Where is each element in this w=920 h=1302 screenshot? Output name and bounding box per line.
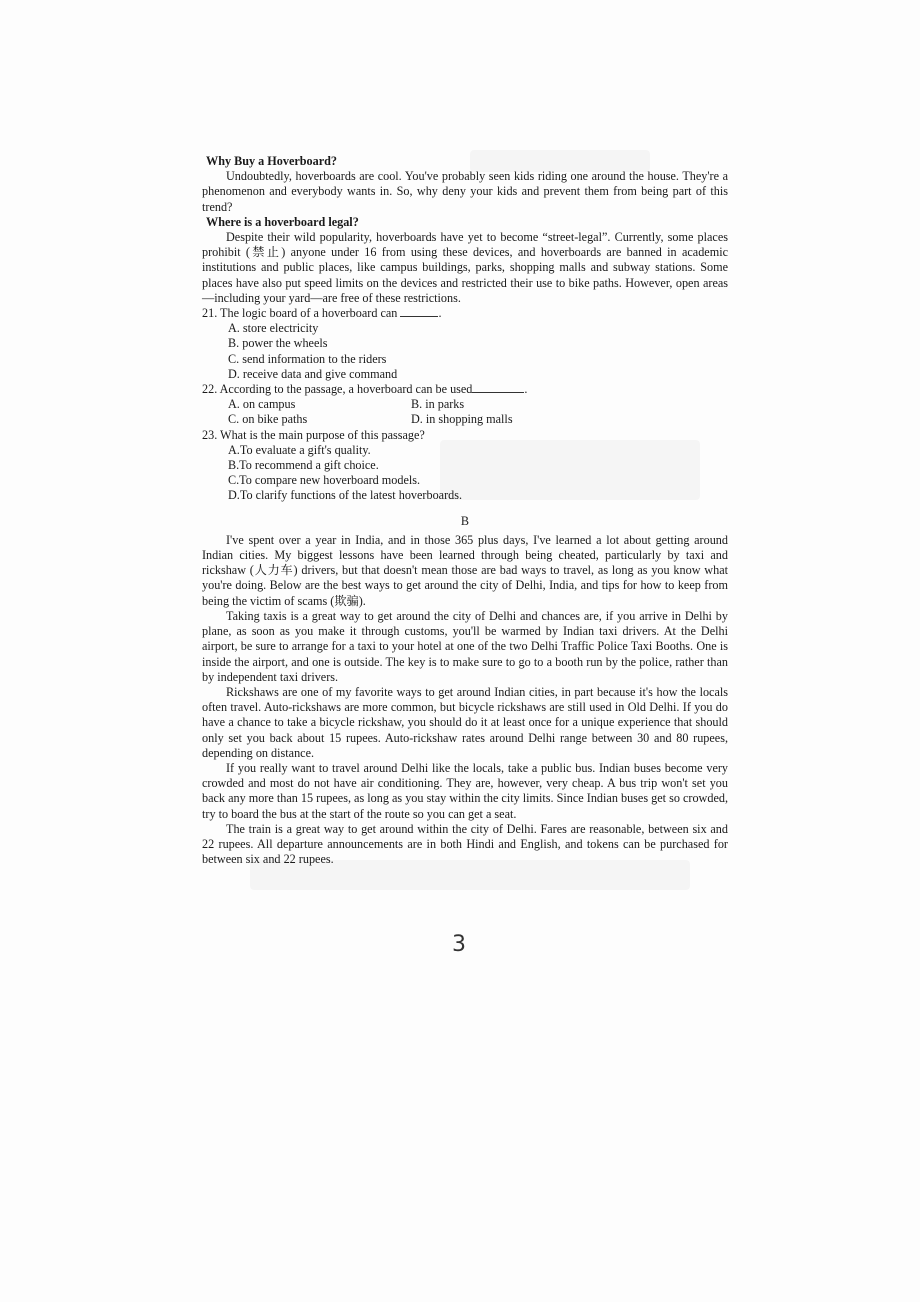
option-row	[202, 397, 728, 412]
question-stem: 23. What is the main purpose of this passage?	[202, 427, 425, 442]
question-stem: 21. The logic board of a hoverboard can .	[202, 306, 442, 321]
option-c: C. on bike paths	[228, 412, 308, 427]
answer-blank	[472, 382, 524, 393]
option-b: B.To recommend a gift choice.	[228, 458, 379, 473]
question-21	[202, 306, 728, 382]
option-d: D.To clarify functions of the latest hoverboards.	[228, 488, 463, 503]
option-a: A. on campus	[228, 397, 296, 412]
question-23	[202, 428, 728, 504]
section-heading: Where is a hoverboard legal?	[206, 214, 359, 229]
option-d: D. in shopping malls	[411, 412, 513, 427]
question-22	[202, 382, 728, 428]
option-b: B. power the wheels	[228, 336, 328, 351]
option-a: A. store electricity	[228, 321, 319, 336]
section-heading: Why Buy a Hoverboard?	[206, 154, 338, 168]
paragraph: Taking taxis is a great way to get around the city of Delhi and chances are, if you arrive in Delhi by plane, as soon as you make it through customs, you'll be warmed by Indian taxi drivers. At the Delhi airport, be sure to arrange for a taxi to your hotel at one of the two Delhi Traffic Police Taxi Booths. One is inside the airport, and one is outside. The key is to make sure to go to a booth run by the police, rather than by independent taxi drivers.	[202, 608, 728, 684]
paragraph: I've spent over a year in India, and in those 365 plus days, I've learned a lot about getting around Indian cities. My biggest lessons have been learned through being cheated, particularly by taxi and rickshaw (人力车) drivers, but that doesn't mean those are bad ways to travel, as long as you know what you're doing. Below are the best ways to get around the city of Delhi, India, and tips for how to keep from being the victim of scams (欺骗).	[202, 532, 728, 608]
paragraph: Rickshaws are one of my favorite ways to get around Indian cities, in part because it's how the locals often travel. Auto-rickshaws are more common, but bicycle rickshaws are still used in Old Delhi. If you do have a chance to take a bicycle rickshaw, you should do it at least once for a unique experience that should only set you back about 15 rupees. Auto-rickshaw rates around Delhi range between 30 and 80 rupees, depending on distance.	[202, 684, 728, 760]
document-body	[202, 154, 728, 867]
option-c: C.To compare new hoverboard models.	[228, 473, 421, 488]
page-number: 3	[452, 932, 466, 957]
section-label-b: B	[460, 513, 470, 528]
option-c: C. send information to the riders	[228, 351, 387, 366]
paragraph: Undoubtedly, hoverboards are cool. You've probably seen kids riding one around the house. They're a phenomenon and everybody wants in. So, why deny your kids and prevent them from being part of this trend?	[202, 169, 728, 214]
paragraph: Despite their wild popularity, hoverboards have yet to become “street-legal”. Currently, some places prohibit (禁止) anyone under 16 from using these devices, and hoverboards are banned in academic institutions and public places, like campus buildings, parks, shopping malls and subway stations. Some places have also put speed limits on the devices and restricted their use to bike paths. However, open areas—including your yard—are free of these restrictions.	[202, 230, 728, 305]
answer-blank	[400, 306, 438, 317]
option-b: B. in parks	[411, 397, 465, 412]
option-row	[202, 412, 728, 427]
option-a: A.To evaluate a gift's quality.	[228, 442, 371, 457]
paragraph: The train is a great way to get around within the city of Delhi. Fares are reasonable, between six and 22 rupees. All departure announcements are in both Hindi and English, and tokens can be purchased for between six and 22 rupees.	[202, 821, 728, 867]
option-d: D. receive data and give command	[228, 366, 398, 381]
paragraph: If you really want to travel around Delhi like the locals, take a public bus. Indian buses become very crowded and most do not have air conditioning. They are, however, very cheap. A bus trip won't set you back any more than 15 rupees, as long as you stay within the city limits. Since Indian buses get so crowded, try to board the bus at the start of the route so you can get a seat.	[202, 760, 728, 821]
question-stem: 22. According to the passage, a hoverboard can be used .	[202, 382, 528, 397]
